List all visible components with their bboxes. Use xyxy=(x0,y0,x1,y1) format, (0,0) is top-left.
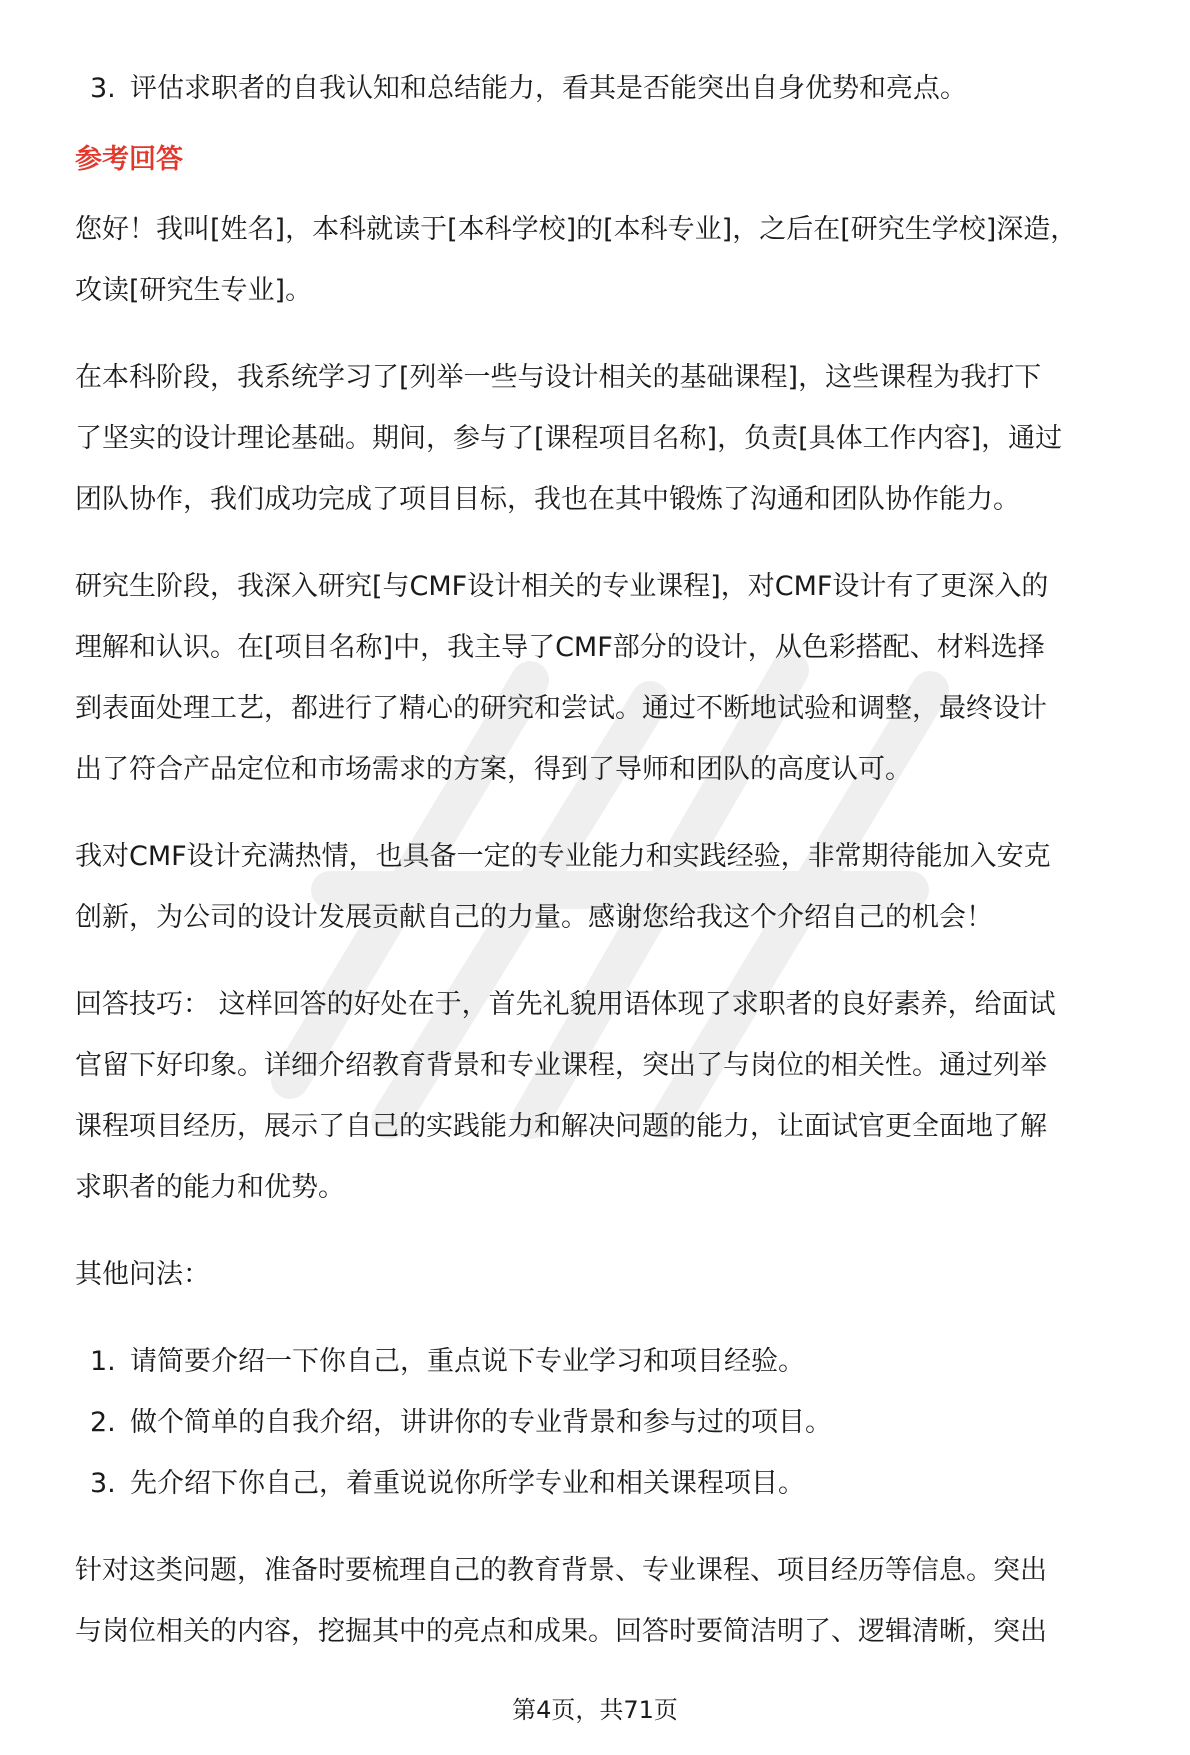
text-line: 课程项目经历，展示了自己的实践能力和解决问题的能力，让面试官更全面地了解 xyxy=(75,1111,1047,1142)
answer-paragraph-undergrad xyxy=(75,347,1120,530)
text-line: 团队协作，我们成功完成了项目目标，我也在其中锻炼了沟通和团队协作能力。 xyxy=(75,484,1020,515)
text-line: 求职者的能力和优势。 xyxy=(75,1172,345,1203)
list-number: 1. xyxy=(90,1346,116,1377)
text-line: 您好！我叫[姓名]，本科就读于[本科学校]的[本科专业]，之后在[研究生学校]深造， xyxy=(75,214,1078,245)
text-line: 与岗位相关的内容，挖掘其中的亮点和成果。回答时要简洁明了、逻辑清晰，突出 xyxy=(75,1616,1047,1647)
text-line: 出了符合产品定位和市场需求的方案，得到了导师和团队的高度认可。 xyxy=(75,754,912,785)
answer-tips-paragraph xyxy=(75,974,1120,1218)
answer-paragraph-intro xyxy=(75,199,1120,321)
list-text: 先介绍下你自己，着重说说你所学专业和相关课程项目。 xyxy=(130,1468,805,1499)
list-number: 2. xyxy=(90,1407,116,1438)
list-text: 评估求职者的自我认知和总结能力，看其是否能突出自身优势和亮点。 xyxy=(130,73,967,104)
list-item xyxy=(75,1392,1120,1453)
list-item xyxy=(75,58,1120,119)
text-line: 到表面处理工艺，都进行了精心的研究和尝试。通过不断地试验和调整，最终设计 xyxy=(75,693,1047,724)
list-text: 请简要介绍一下你自己，重点说下专业学习和项目经验。 xyxy=(130,1346,805,1377)
text-line: 研究生阶段，我深入研究[与CMF设计相关的专业课程]，对CMF设计有了更深入的 xyxy=(75,571,1049,602)
page-footer: 第4页，共71页 xyxy=(512,1696,678,1724)
text-line: 在本科阶段，我系统学习了[列举一些与设计相关的基础课程]，这些课程为我打下 xyxy=(75,362,1042,393)
document-body xyxy=(75,58,1120,1662)
list-number: 3. xyxy=(90,1468,116,1499)
text-line: 理解和认识。在[项目名称]中，我主导了CMF部分的设计，从色彩搭配、材料选择 xyxy=(75,632,1045,663)
answer-paragraph-closing xyxy=(75,826,1120,948)
text-line: 创新，为公司的设计发展贡献自己的力量。感谢您给我这个介绍自己的机会！ xyxy=(75,902,993,933)
text-line: 我对CMF设计充满热情，也具备一定的专业能力和实践经验，非常期待能加入安克 xyxy=(75,841,1051,872)
text-line: 针对这类问题，准备时要梳理自己的教育背景、专业课程、项目经历等信息。突出 xyxy=(75,1555,1047,1586)
list-item xyxy=(75,1331,1120,1392)
answer-paragraph-graduate xyxy=(75,556,1120,800)
list-text: 做个简单的自我介绍，讲讲你的专业背景和参与过的项目。 xyxy=(130,1407,832,1438)
list-number: 3. xyxy=(90,73,116,104)
closing-paragraph xyxy=(75,1540,1120,1662)
text-line: 了坚实的设计理论基础。期间，参与了[课程项目名称]，负责[具体工作内容]，通过 xyxy=(75,423,1063,454)
text-line: 官留下好印象。详细介绍教育背景和专业课程，突出了与岗位的相关性。通过列举 xyxy=(75,1050,1047,1081)
list-item xyxy=(75,1453,1120,1514)
other-questions-label: 其他问法： xyxy=(75,1259,210,1290)
text-line: 攻读[研究生专业]。 xyxy=(75,275,313,306)
text-line: 回答技巧： 这样回答的好处在于，首先礼貌用语体现了求职者的良好素养，给面试 xyxy=(75,989,1056,1020)
section-heading: 参考回答 xyxy=(75,144,183,175)
